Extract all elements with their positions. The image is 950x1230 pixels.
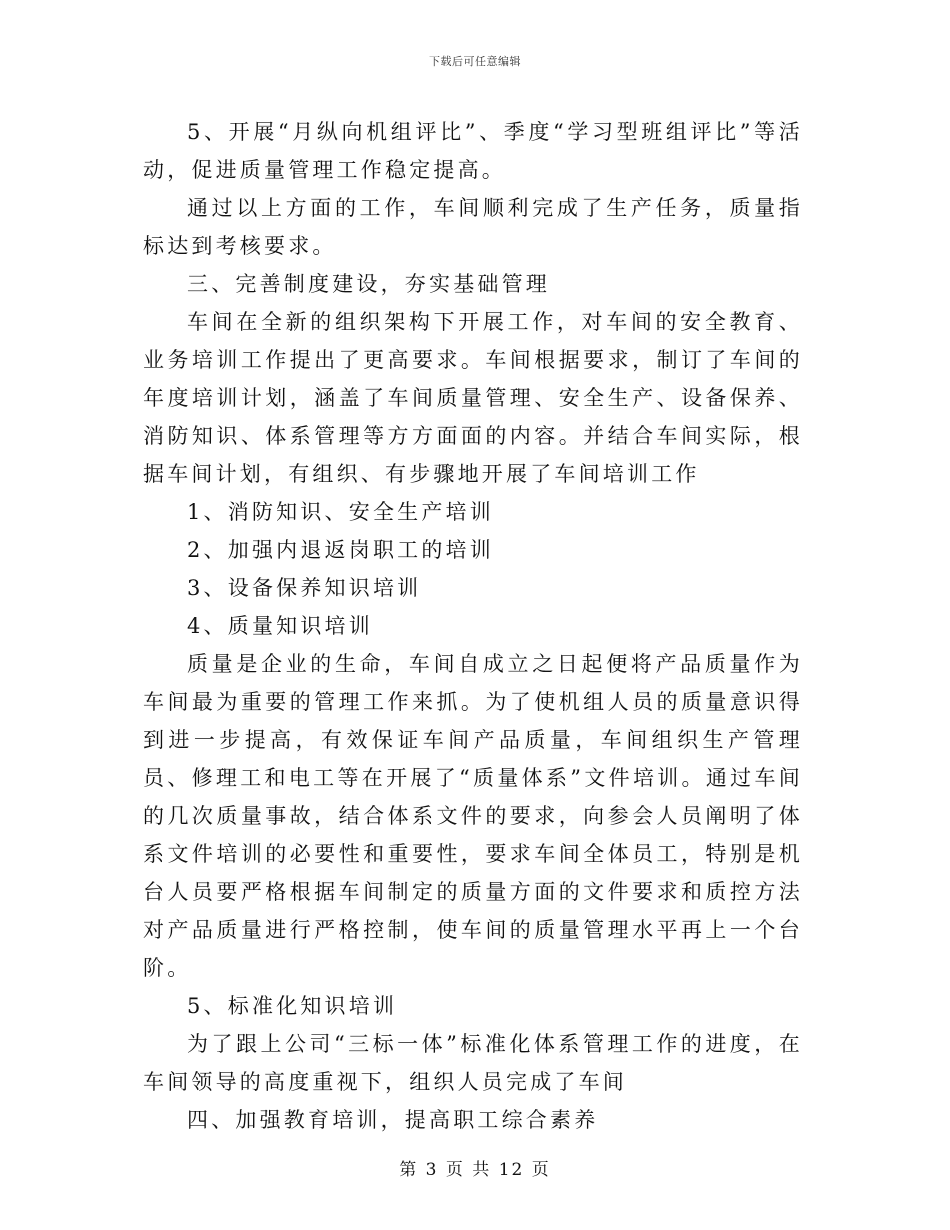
paragraph: 车间在全新的组织架构下开展工作，对车间的安全教育、业务培训工作提出了更高要求。车间根据要求，制订了车间的年度培训计划，涵盖了车间质量管理、安全生产、设备保养、消防知识、体系管理等方方面面的内容。并结合车间实际，根据车间计划，有组织、有步骤地开展了车间培训工作 [143,310,803,486]
page-header: 下载后可任意编辑 [429,55,521,68]
document-body [143,113,803,1139]
paragraph: 为了跟上公司“三标一体”标准化体系管理工作的进度，在车间领导的高度重视下，组织人员完成了车间 [143,1032,803,1094]
page-footer: 第 3 页 共 12 页 [399,1160,551,1180]
list-item: 5、标准化知识培训 [187,994,398,1018]
list-item: 2、加强内退返岗职工的培训 [187,538,494,562]
paragraph: 通过以上方面的工作，车间顺利完成了生产任务，质量指标达到考核要求。 [143,196,803,258]
section-heading: 四、加强教育培训，提高职工综合素养 [187,1108,599,1132]
section-heading: 三、完善制度建设，夯实基础管理 [187,272,550,296]
list-item: 4、质量知识培训 [187,614,373,638]
list-item: 1、消防知识、安全生产培训 [187,500,494,524]
paragraph: 质量是企业的生命，车间自成立之日起便将产品质量作为车间最为重要的管理工作来抓。为了使机组人员的质量意识得到进一步提高，有效保证车间产品质量，车间组织生产管理员、修理工和电工等在开展了“质量体系”文件培训。通过车间的几次质量事故，结合体系文件的要求，向参会人员阐明了体系文件培训的必要性和重要性，要求车间全体员工，特别是机台人员要严格根据车间制定的质量方面的文件要求和质控方法对产品质量进行严格控制，使车间的质量管理水平再上一个台阶。 [143,652,803,980]
list-item: 3、设备保养知识培训 [187,576,422,600]
paragraph: 5、开展“月纵向机组评比”、季度“学习型班组评比”等活动，促进质量管理工作稳定提高。 [143,120,803,182]
